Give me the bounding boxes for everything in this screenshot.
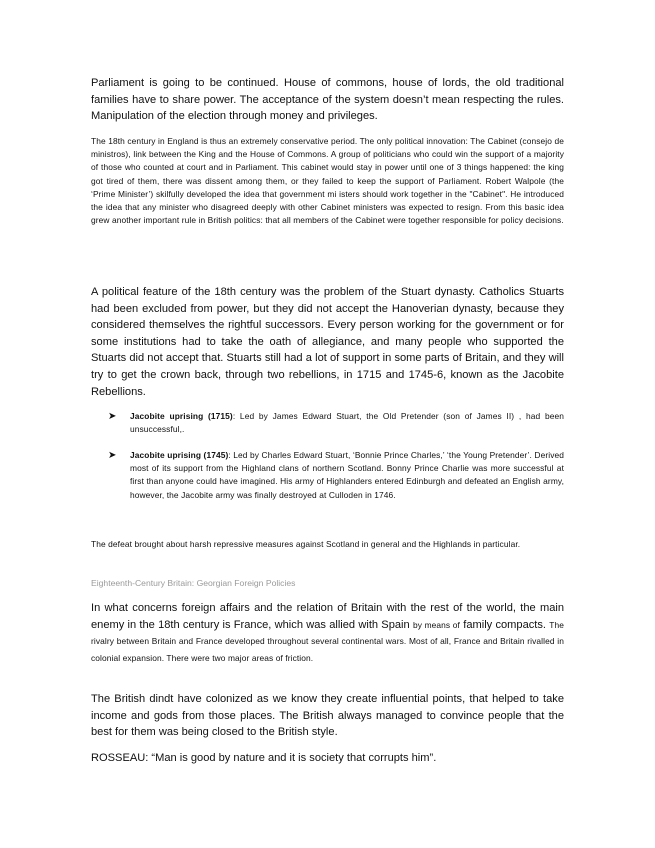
foreign-affairs-text-2: family compacts. <box>463 618 546 631</box>
paragraph-stuart-dynasty: A political feature of the 18th century was the problem of the Stuart dynasty. Catholics Stuarts had been excluded from power, but they did not accept the Hanoverian dynasty, because they considered themselves the rightful successors. Every person working for the government or for some institutions had to take the oath of allegiance, and many people who supported the Stuarts did not accept that. Stuarts still had a lot of support in some parts of Britain, and they will try to get the crown back, through two rebellions, in 1715 and 1745-6, known as the Jacobite Rebellions. <box>91 286 564 398</box>
paragraph-cabinet: The 18th century in England is thus an extremely conservative period. The only political innovation: The Cabinet (consejo de ministros), link between the King and the House of Commons. A group of politicians who could win the support of a majority of those who counted at court and in Parliament. This cabinet would stay in power until one of 3 things happened: the king got tired of them, there was dissent among them, or they failed to keep the support of Parliament. Robert Walpole (the ‘Prime Minister’) skilfully developed the idea that government mi isters should work together in the "Cabinet". He introduced the idea that any minister who disagreed deeply with other Cabinet ministers was expected to resign. From this basic idea grew another important rule in British politics: that all members of the Cabinet were together responsible for policy decisions. <box>91 136 564 226</box>
paragraph-parliament: Parliament is going to be continued. House of commons, house of lords, the old traditional families have to share power. The acceptance of the system doesn’t mean respecting the rules. Manipulation of the election through money and privileges. <box>91 77 564 123</box>
bullet-text: : Led by Charles Edward Stuart, ‘Bonnie Prince Charles,’ ‘the Young Pretender’. Derived most of its support from the Highland clans of northern Scotland. Bonny Prince Charlie was more successful at first than anyone could have imagined. His army of Highlanders entered Edinburgh and defeated an English army, however, the Jacobite army was finally destroyed at Culloden in 1746. <box>130 450 564 500</box>
section-heading: Eighteenth-Century Britain: Georgian Foreign Policies <box>91 578 296 588</box>
paragraph-defeat: The defeat brought about harsh repressive measures against Scotland in general and the Highlands in particular. <box>91 539 521 549</box>
foreign-affairs-text: In what concerns foreign affairs and the relation of Britain with the rest of the world, the main enemy in the 18th century is France, which was allied with Spain <box>91 602 564 631</box>
bullet-title: Jacobite uprising (1715) <box>130 411 233 421</box>
bullet-title: Jacobite uprising (1745) <box>130 450 229 460</box>
arrow-bullet-icon: ➤ <box>108 411 117 422</box>
paragraph-rousseau-quote: ROSSEAU: “Man is good by nature and it is society that corrupts him”. <box>91 752 437 764</box>
foreign-affairs-rivalry-text: The rivalry between Britain and France developed throughout several continental wars. Most of all, France and Britain rivalled in colonial expansion. There were two major areas of friction. <box>91 619 564 663</box>
paragraph-foreign-affairs <box>91 600 564 666</box>
list-item <box>108 410 564 436</box>
bullet-text: : Led by James Edward Stuart, the Old Pretender (son of James II) , had been unsuccessful,. <box>130 411 564 435</box>
arrow-bullet-icon: ➤ <box>108 450 117 461</box>
foreign-affairs-small-text: by means of <box>412 619 460 630</box>
list-item <box>108 449 564 502</box>
paragraph-colonization: The British dindt have colonized as we know they create influential points, that helped to take income and gods from those places. The British always managed to convince people that the best for them was being closed to the British style. <box>91 693 564 739</box>
